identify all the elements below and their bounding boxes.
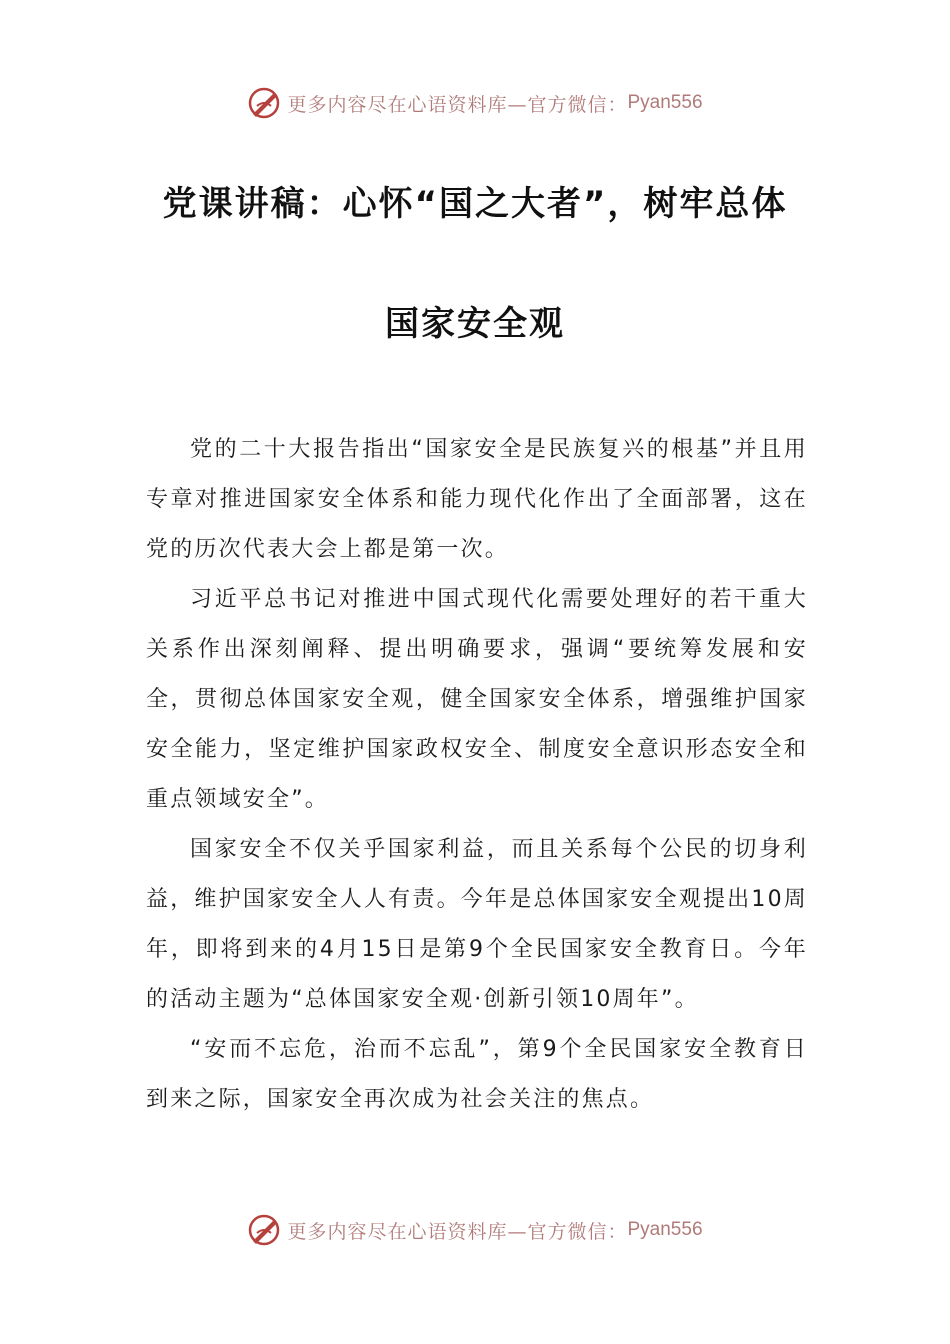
header-wechat-id: Pyan556 (627, 92, 703, 113)
paragraph: 国家安全不仅关乎国家利益，而且关系每个公民的切身利益，维护国家安全人人有责。今年是总体国家安全观提出10周年，即将到来的4月15日是第9个全民国家安全教育日。今年的活动主题为“总体国家安全观·创新引领10周年”。 (146, 837, 808, 1012)
page-title-line-1: 党课讲稿：心怀“国之大者”，树牢总体 (162, 184, 788, 224)
header-banner-text: 更多内容尽在心语资料库—官方微信： (287, 93, 628, 116)
paragraph: “安而不忘危，治而不忘乱”，第9个全民国家安全教育日到来之际，国家安全再次成为社会关注的焦点。 (146, 1037, 808, 1112)
pen-logo-icon (247, 86, 281, 120)
footer-wechat-id: Pyan556 (627, 1219, 703, 1240)
article-body (146, 425, 808, 1125)
page-title-line-2: 国家安全观 (385, 304, 565, 344)
header-watermark-banner (0, 83, 950, 123)
footer-watermark-banner (0, 1210, 950, 1250)
paragraph: 党的二十大报告指出“国家安全是民族复兴的根基”并且用专章对推进国家安全体系和能力现代化作出了全面部署，这在党的历次代表大会上都是第一次。 (146, 437, 808, 562)
paragraph: 习近平总书记对推进中国式现代化需要处理好的若干重大关系作出深刻阐释、提出明确要求，强调“要统筹发展和安全，贯彻总体国家安全观，健全国家安全体系，增强维护国家安全能力，坚定维护国家政权安全、制度安全意识形态安全和重点领域安全”。 (146, 587, 808, 812)
footer-banner-text: 更多内容尽在心语资料库—官方微信： (287, 1220, 628, 1243)
pen-logo-icon (247, 1213, 281, 1247)
